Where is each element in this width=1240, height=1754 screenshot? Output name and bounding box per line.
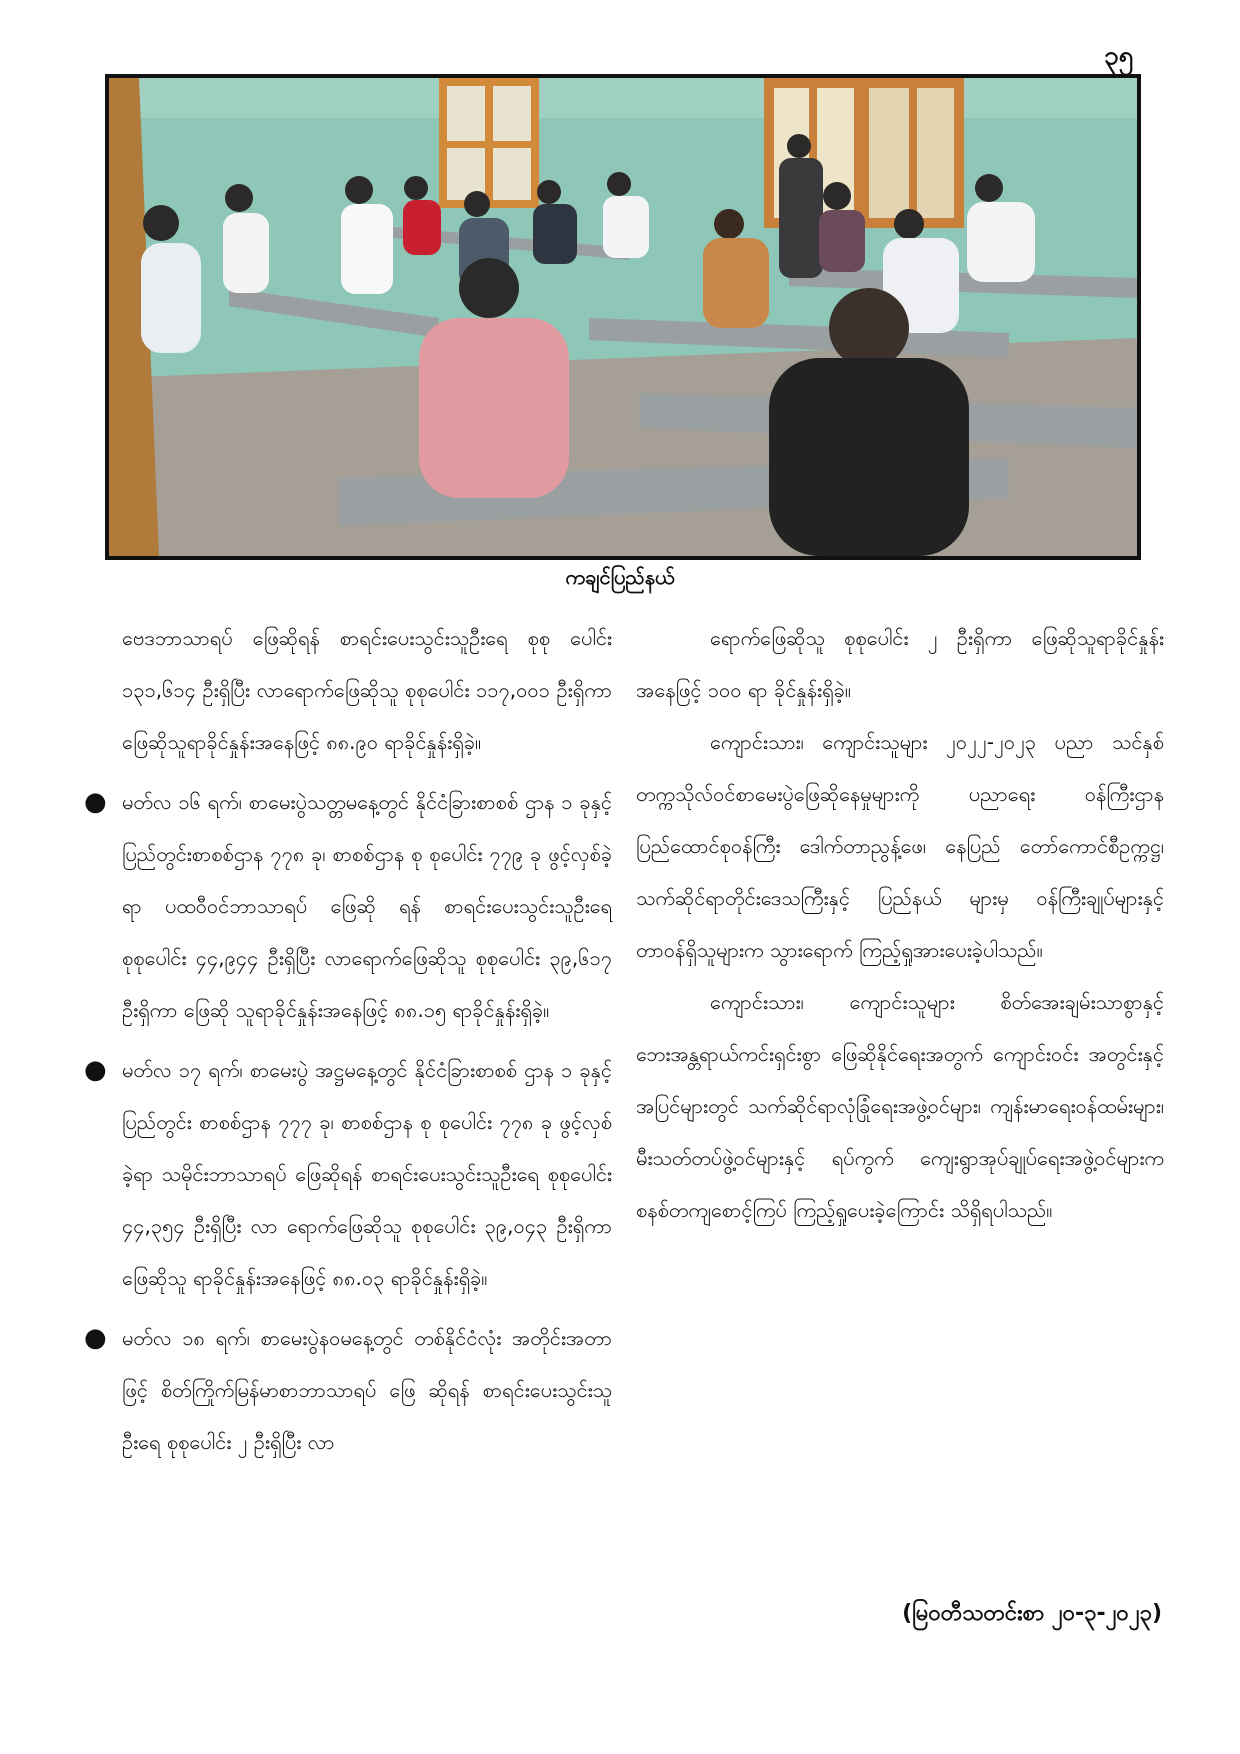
- window-left: [439, 78, 539, 208]
- bullet-icon: ●: [84, 1055, 107, 1085]
- body-paragraph: ကျောင်းသား၊ ကျောင်းသူများ ၂၀၂၂-၂၀၂၃ ပညာ သင်နှစ် တက္ကသိုလ်ဝင်စာမေးပွဲဖြေဆိုနေမှုများကို ပညာရေး ဝန်ကြီးဌာန ပြည်ထောင်စုဝန်ကြီး ဒေါက်တာညွန့်ဖေ၊ နေပြည် တော်ကောင်စီဥက္ကဋ္ဌ၊ သက်ဆိုင်ရာတိုင်းဒေသကြီးနှင့် ပြည်နယ် များမှ ဝန်ကြီးချုပ်များနှင့် တာဝန်ရှိသူများက သွားရောက် ကြည့်ရှုအားပေးခဲ့ပါသည်။: [636, 730, 1164, 962]
- bullet-icon: ●: [84, 787, 107, 817]
- body-paragraph: ကျောင်းသား၊ ကျောင်းသူများ စိတ်အေးချမ်းသာစွာနှင့် ဘေးအန္တရာယ်ကင်းရှင်းစွာ ဖြေဆိုနိုင်ရေးအတွက် ကျောင်းဝင်း အတွင်းနှင့်အပြင်များတွင် သက်ဆိုင်ရာလုံခြုံရေးအဖွဲ့ဝင်များ၊ ကျန်းမာရေးဝန်ထမ်းများ၊ မီးသတ်တပ်ဖွဲ့ဝင်များနှင့် ရပ်ကွက် ကျေးရွာအုပ်ချုပ်ရေးအဖွဲ့ဝင်များက စနစ်တကျစောင့်ကြပ် ကြည့်ရှုပေးခဲ့ကြောင်း သိရှိရပါသည်။: [636, 990, 1164, 1222]
- page-number: ၃၅: [1104, 41, 1134, 71]
- left-intro-paragraph: ဗေဒဘာသာရပ် ဖြေဆိုရန် စာရင်းပေးသွင်းသူဦးရေ စုစု ပေါင်း ၁၃၁,၆၁၄ ဦးရှိပြီး လာရောက်ဖြေဆိုသူ စုစုပေါင်း ၁၁၇,၀၀၁ ဦးရှိကာ ဖြေဆိုသူရာခိုင်နှုန်းအနေဖြင့် ၈၈.၉၀ ရာခိုင်နှုန်းရှိခဲ့။: [122, 626, 612, 754]
- list-item-text: မတ်လ ၁၇ ရက်၊ စာမေးပွဲ အဋ္ဌမနေ့တွင် နိုင်ငံခြားစာစစ် ဌာန ၁ ခုနှင့် ပြည်တွင်း စာစစ်ဌာန ၇၇၇ ခု၊ စာစစ်ဌာန စု စုပေါင်း ၇၇၈ ခု ဖွင့်လှစ်ခဲ့ရာ သမိုင်းဘာသာရပ် ဖြေဆိုရန် စာရင်းပေးသွင်းသူဦးရေ စုစုပေါင်း ၄၄,၃၅၄ ဦးရှိပြီး လာ ရောက်ဖြေဆိုသူ စုစုပေါင်း ၃၉,၀၄၃ ဦးရှိကာ ဖြေဆိုသူ ရာခိုင်နှုန်းအနေဖြင့် ၈၈.၀၃ ရာခိုင်နှုန်းရှိခဲ့။: [122, 1058, 612, 1290]
- source-citation: (မြဝတီသတင်းစာ ၂၀-၃-၂၀၂၃): [902, 1601, 1162, 1626]
- list-item: [84, 1312, 612, 1468]
- exam-hall-photo: [105, 74, 1141, 560]
- list-item-text: မတ်လ ၁၆ ရက်၊ စာမေးပွဲသတ္တမနေ့တွင် နိုင်ငံခြားစာစစ် ဌာန ၁ ခုနှင့် ပြည်တွင်းစာစစ်ဌာန ၇၇၈ ခု၊ စာစစ်ဌာန စု စုပေါင်း ၇၇၉ ခု ဖွင့်လှစ်ခဲ့ရာ ပထဝီဝင်ဘာသာရပ် ဖြေဆို ရန် စာရင်းပေးသွင်းသူဦးရေ စုစုပေါင်း ၄၄,၉၄၄ ဦးရှိပြီး လာရောက်ဖြေဆိုသူ စုစုပေါင်း ၃၉,၆၁၇ ဦးရှိကာ ဖြေဆို သူရာခိုင်နှုန်းအနေဖြင့် ၈၈.၁၅ ရာခိုင်နှုန်းရှိခဲ့။: [122, 790, 612, 1022]
- left-column: [84, 612, 612, 1468]
- bullet-icon: ●: [84, 1323, 107, 1353]
- list-item: [84, 776, 612, 1036]
- right-continuation-paragraph: ရောက်ဖြေဆိုသူ စုစုပေါင်း ၂ ဦးရှိကာ ဖြေဆိုသူရာခိုင်နှုန်း အနေဖြင့် ၁၀၀ ရာ ခိုင်နှုန်းရှိခဲ့။: [636, 626, 1164, 702]
- list-item: [84, 1044, 612, 1304]
- right-column: [636, 612, 1164, 1236]
- photo-caption: ကချင်ပြည်နယ်: [565, 565, 675, 589]
- list-item-text: မတ်လ ၁၈ ရက်၊ စာမေးပွဲနဝမနေ့တွင် တစ်နိုင်ငံလုံး အတိုင်းအတာဖြင့် စိတ်ကြိုက်မြန်မာစာဘာသာရပ် ဖြေ ဆိုရန် စာရင်းပေးသွင်းသူဦးရေ စုစုပေါင်း ၂ ဦးရှိပြီး လာ: [122, 1326, 612, 1454]
